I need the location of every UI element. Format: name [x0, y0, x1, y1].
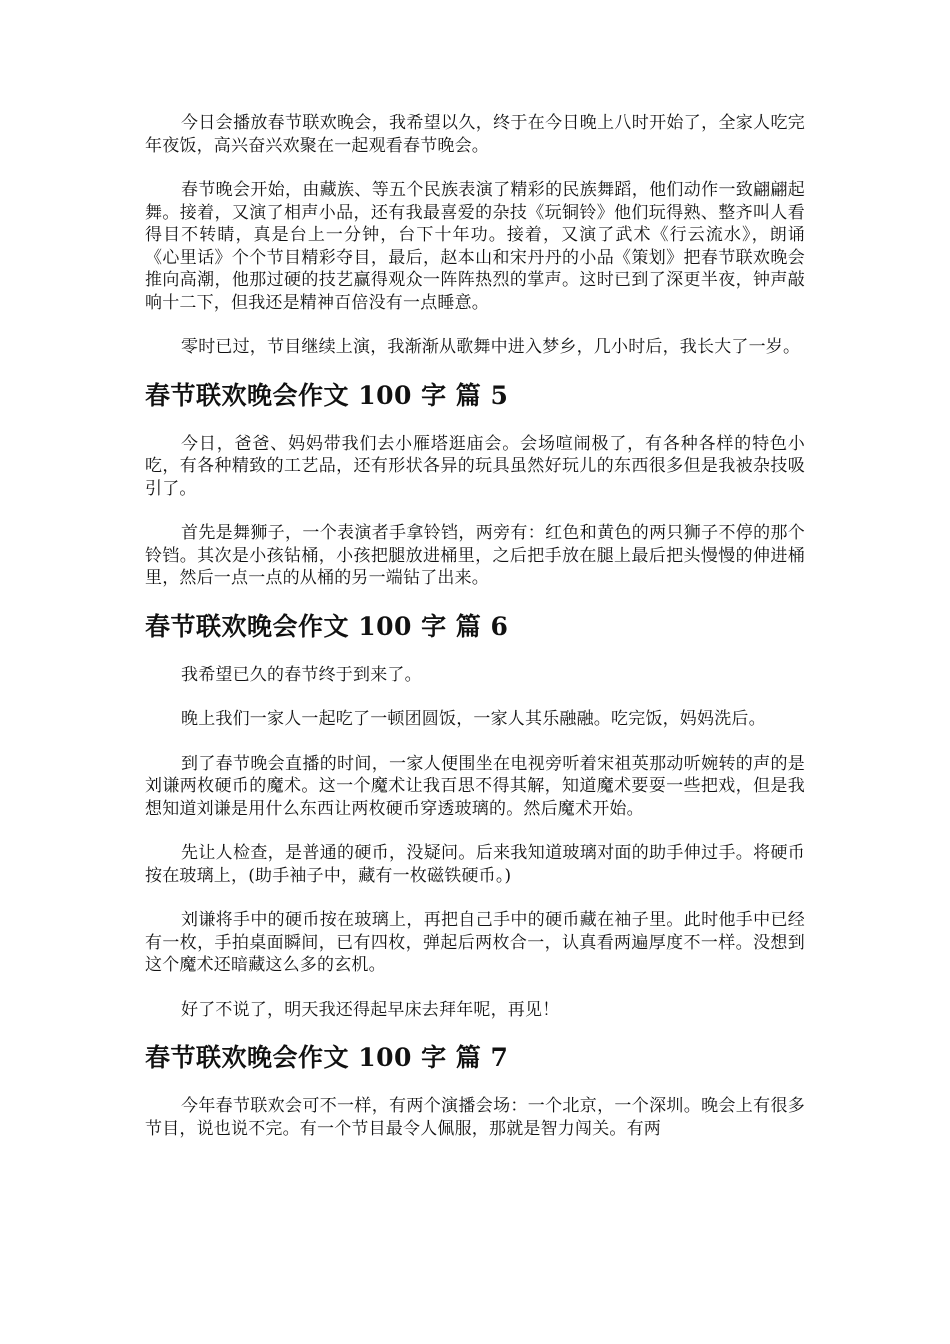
section-heading-5: 春节联欢晚会作文 100 字 篇 5: [145, 380, 509, 410]
document-page: [145, 112, 805, 1140]
paragraph: 晚上我们一家人一起吃了一顿团圆饭，一家人其乐融融。吃完饭，妈妈洗后。: [181, 709, 766, 729]
paragraph: 今日会播放春节联欢晚会，我希望以久，终于在今日晚上八时开始了，全家人吃完年夜饭，高兴奋兴欢聚在一起观看春节晚会。: [145, 113, 805, 156]
paragraph: 我希望已久的春节终于到来了。: [181, 664, 422, 685]
paragraph: 好了不说了，明天我还得起早床去拜年呢，再见！: [181, 999, 560, 1020]
paragraph: 到了春节晚会直播的时间，一家人便围坐在电视旁听着宋祖英那动听婉转的声的是刘谦两枚硬币的魔术。这一个魔术让我百思不得其解，知道魔术要耍一些把戏，但是我想知道刘谦是用什么东西让两枚硬币穿透玻璃的。然后魔术开始。: [145, 753, 805, 819]
section-heading-6: 春节联欢晚会作文 100 字 篇 6: [145, 611, 509, 641]
paragraph: 先让人检查，是普通的硬币，没疑问。后来我知道玻璃对面的助手伸过手。将硬币按在玻璃上，(助手袖子中，藏有一枚磁铁硬币。): [145, 843, 805, 886]
paragraph: 春节晚会开始，由藏族、等五个民族表演了精彩的民族舞蹈，他们动作一致翩翩起舞。接着，又演了相声小品，还有我最喜爱的杂技《玩铜铃》他们玩得熟、整齐叫人看得目不转睛，真是台上一分钟，台下十年功。接着，又演了武术《行云流水》，朗诵《心里话》个个节目精彩夺目，最后，赵本山和宋丹丹的小品《策划》把春节联欢晚会推向高潮，他那过硬的技艺赢得观众一阵阵热烈的掌声。这时已到了深更半夜，钟声敲响十二下，但我还是精神百倍没有一点睡意。: [145, 180, 805, 313]
section-heading-7: 春节联欢晚会作文 100 字 篇 7: [145, 1043, 509, 1072]
paragraph: 首先是舞狮子，一个表演者手拿铃铛，两旁有：红色和黄色的两只狮子不停的那个铃铛。其次是小孩钻桶，小孩把腿放进桶里，之后把手放在腿上最后把头慢慢的伸进桶里，然后一点一点的从桶的另一端钻了出来。: [145, 523, 805, 588]
paragraph: 零时已过，节目继续上演，我渐渐从歌舞中进入梦乡，几小时后，我长大了一岁。: [181, 337, 801, 357]
paragraph: 今年春节联欢会可不一样，有两个演播会场：一个北京，一个深圳。晚会上有很多节目，说也说不完。有一个节目最令人佩服，那就是智力闯关。有两: [145, 1096, 805, 1139]
paragraph: 刘谦将手中的硬币按在玻璃上，再把自己手中的硬币藏在袖子里。此时他手中已经有一枚，手拍桌面瞬间，已有四枚，弹起后两枚合一，认真看两遍厚度不一样。没想到这个魔术还暗藏这么多的玄机。: [145, 910, 805, 975]
paragraph: 今日，爸爸、妈妈带我们去小雁塔逛庙会。会场喧闹极了，有各种各样的特色小吃，有各种精致的工艺品，还有形状各异的玩具虽然好玩儿的东西很多但是我被杂技吸引了。: [145, 433, 805, 499]
